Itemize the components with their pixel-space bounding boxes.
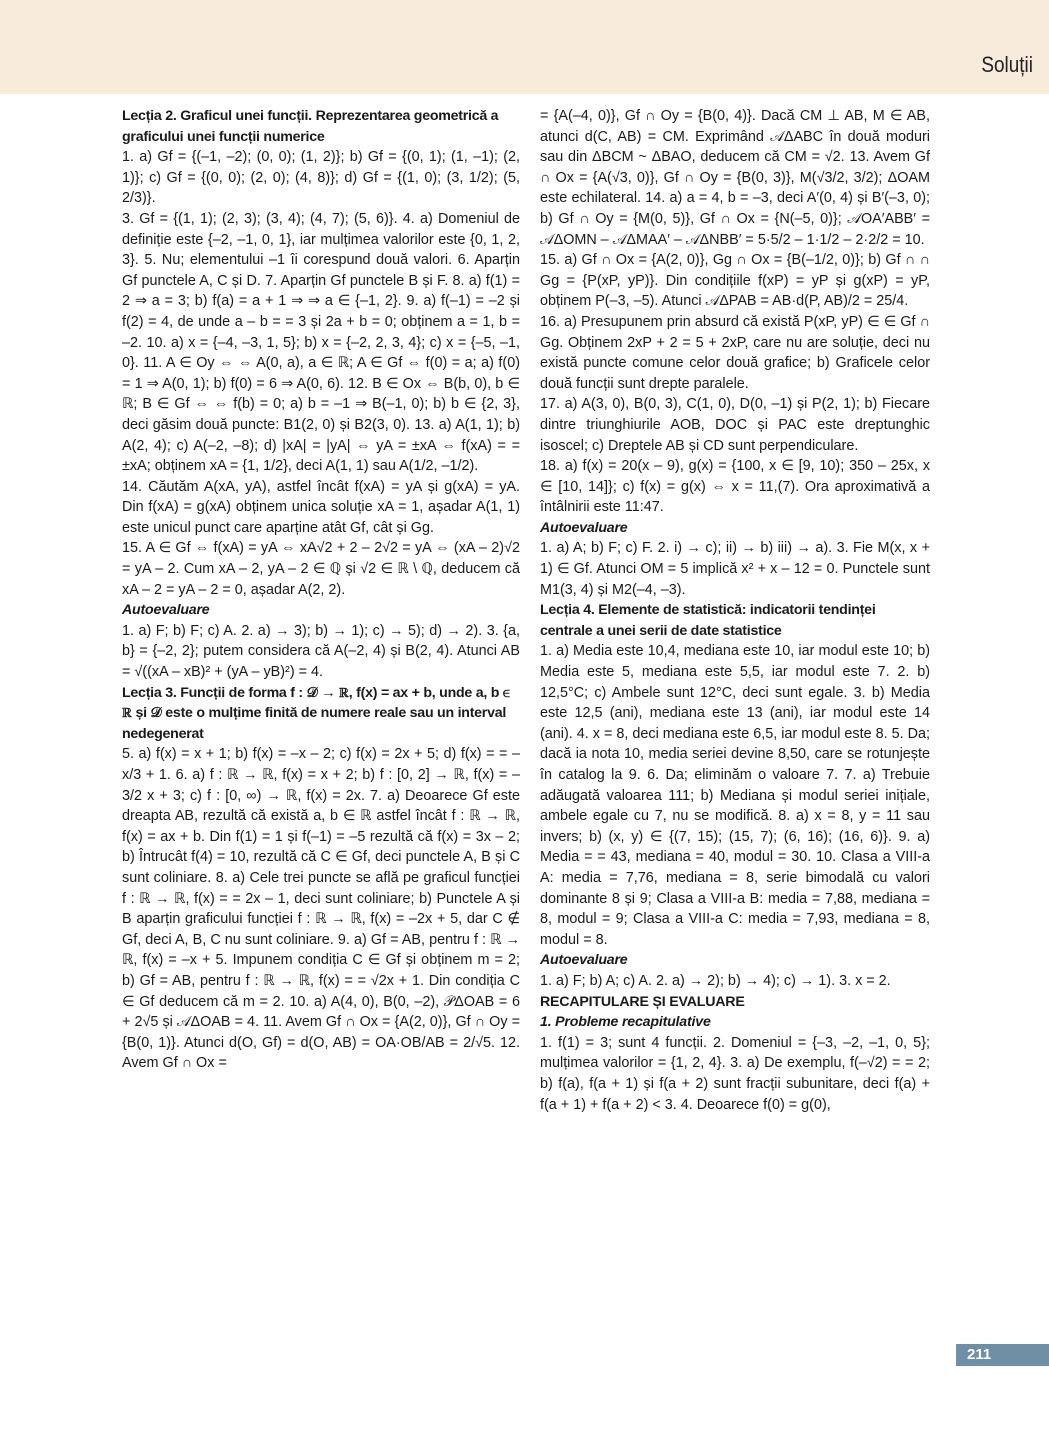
lesson-3-continued: = {A(–4, 0)}, Gf ∩ Oy = {B(0, 4)}. Dacă CM ⊥ AB, M ∈ AB, atunci d(C, AB) = CM. Exprimând 𝒜ΔABC în două moduri sau din ΔBCM ~ ΔBAO, deducem că CM = √2. 13. Avem Gf ∩ Ox = {A(√3, 0)}, Gf ∩ Oy = {B(0, 3)}, M(√3/2, 3/2); ΔOAM este echilateral. 14. a) a = 4, b = –3, deci A′(0, 4) și B′(–3, 0); b) Gf ∩ Oy = {M(0, 5)}, Gf ∩ Ox = {N(–5, 0)}; 𝒜OA′ABB′ = 𝒜ΔOMN – 𝒜ΔMAA′ – 𝒜ΔNBB′ = 5·5/2 – 1·1/2 – 2·2/2 = 10.: [540, 108, 930, 248]
lesson-3-exercise-17: 17. a) A(3, 0), B(0, 3), C(1, 0), D(0, –1) și P(2, 1); b) Fiecare dintre triunghiurile AOB, DOC și PAC este dreptunghic isoscel; c) Dreptele AB și CD sunt perpendiculare.: [540, 396, 930, 454]
self-assessment-heading: Autoevaluare: [540, 952, 628, 969]
lesson-2-exercises-1: 1. a) Gf = {(–1, –2); (0, 0); (1, 2)}; b) Gf = {(0, 1); (1, –1); (2, 1)}; c) Gf = {(0, 0); (2, 0); (4, 8)}; d) Gf = {(1, 0); (3, 1/2); (5, 2/3)}.: [122, 149, 520, 207]
lesson-2-exercises-3-13: 3. Gf = {(1, 1); (2, 3); (3, 4); (4, 7); (5, 6)}. 4. a) Domeniul de definiție este {–2, –1, 0, 1}, iar mulțimea valorilor este {0, 1, 2, 3}. 5. Nu; elementului –1 îi corespund două valori. 6. Aparțin Gf punctele A, C și D. 7. Aparțin Gf punctele B și F. 8. a) f(1) = 2 ⇒ a = 3; b) f(a) = a + 1 ⇒ ⇒ a ∈ {–1, 2}. 9. a) f(–1) = –2 și f(2) = 4, de unde a – b = = 3 și 2a + b = 0; obținem a = 1, b = –2. 10. a) x = {–4, –3, 1, 5}; b) x = {–2, 2, 3, 4}; c) x = {–5, –1, 0}. 11. A ∈ Oy ⇔ ⇔ A(0, a), a ∈ ℝ; A ∈ Gf ⇔ f(0) = a; a) f(0) = 1 ⇒ A(0, 1); b) f(0) = 6 ⇒ A(0, 6). 12. B ∈ Ox ⇔ B(b, 0), b ∈ ℝ; B ∈ Gf ⇔ ⇔ f(b) = 0; a) b = –1 ⇒ B(–1, 0); b) b ∈ {2, 3}, deci găsim două puncte: B1(2, 0) și B2(3, 0). 13. a) A(1, 1); b) A(2, 4); c) A(–2, –8); d) |xA| = |yA| ⇔ yA = ±xA ⇔ f(xA) = = ±xA; obținem xA = {1, 1/2}, deci A(1, 1) sau A(1/2, –1/2).: [122, 210, 520, 475]
lesson-2-exercise-14: 14. Căutăm A(xA, yA), astfel încât f(xA) = yA și g(xA) = yA. Din f(xA) = g(xA) obținem unica soluție xA = 1, așadar A(1, 1) este unicul punct care aparține atât Gf, cât și Gg.: [122, 478, 520, 536]
section-title: Soluții: [981, 52, 1033, 77]
self-assessment-heading: Autoevaluare: [540, 519, 628, 536]
lesson-4-heading: Lecția 4. Elemente de statistică: indicatorii tendinței centrale a unei serii de date statistice: [540, 602, 876, 639]
lesson-3-self-assessment: 1. a) A; b) F; c) F. 2. i) → c); ii) → b) iii) → a). 3. Fie M(x, x + 1) ∈ Gf. Atunci OM = 5 implică x² + x – 12 = 0. Punctele sunt M1(3, 4) și M2(–4, –3).: [540, 540, 930, 598]
lesson-2-heading: Lecția 2. Graficul unei funcții. Reprezentarea geometrică a graficului unei funcții numerice: [122, 108, 499, 145]
lesson-3-exercise-18: 18. a) f(x) = 20(x – 9), g(x) = {100, x ∈ [9, 10); 350 – 25x, x ∈ [10, 14]}; c) f(x) = g(x) ⇔ x = 11,(7). Ora aproximativă a întâlnirii este 11:47.: [540, 458, 930, 516]
review-exercises: 1. f(1) = 3; sunt 4 funcții. 2. Domeniul = {–3, –2, –1, 0, 5}; mulțimea valorilor = {1, 2, 4}. 3. a) De exemplu, f(–√2) = = 2; b) f(a), f(a + 1) și f(a + 2) sunt fracții subunitare, deci f(a) + f(a + 1) + f(a + 2) < 3. 4. Deoarece f(0) = g(0),: [540, 1034, 930, 1113]
lesson-2-self-assessment: 1. a) F; b) F; c) A. 2. a) → 3); b) → 1); c) → 5); d) → 2). 3. {a, b} = {–2, 2}; putem considera că A(–2, 4) și B(2, 4). Atunci AB = √((xA – xB)² + (yA – yB)²) = 4.: [122, 622, 520, 681]
right-column: [540, 106, 930, 1115]
lesson-2-exercise-15: 15. A ∈ Gf ⇔ f(xA) = yA ⇔ xA√2 + 2 – 2√2 = yA ⇔ (xA – 2)√2 = yA – 2. Cum xA – 2, yA – 2 ∈ ℚ și √2 ∈ ℝ \ ℚ, deducem că xA – 2 = yA – 2 = 0, așadar A(2, 2).: [122, 540, 520, 598]
page-number: 211: [956, 1344, 1049, 1366]
lesson-4-self-assessment: 1. a) F; b) A; c) A. 2. a) → 2); b) → 4); c) → 1). 3. x = 2.: [540, 972, 891, 989]
review-subheading: 1. Probleme recapitulative: [540, 1014, 711, 1031]
lesson-3-heading: Lecția 3. Funcții de forma f : 𝒟 → ℝ, f(x) = ax + b, unde a, b ∈ ℝ și 𝒟 este o mulțime finită de numere reale sau un interval nedegenerat: [122, 684, 510, 742]
left-column: [122, 106, 520, 1074]
lesson-4-exercises: 1. a) Media este 10,4, mediana este 10, iar modul este 10; b) Media este 5, mediana este 5,5, iar modul este 7. 2. b) 12,5°C; c) Ambele sunt 12°C, deci sunt egale. 3. b) Media este 12,5 (ani), mediana este 13 (ani), iar modul este 14 (ani). 4. x = 8, deci mediana este 6,5, iar modul este 8. 5. Da; dacă ia nota 10, media seriei devine 8,50, care se rotunjește în catalog la 9. 6. Da; eliminăm o valoare 7. 7. a) Trebuie adăugată valoarea 111; b) Mediana și modul seriei inițiale, ambele egale cu 7, nu se modifică. 8. a) x = 8, y = 11 sau invers; b) (x, y) ∈ {(7, 15); (15, 7); (6, 16); (16, 6)}. 9. a) Media = = 43, mediana = 40, modul = 30. 10. Clasa a VIII-a A: media = 7,76, mediana = 8, serie bimodală cu valori dominante 8 și 9; Clasa a VIII-a B: media = 7,88, mediana = 8, modul = 9; Clasa a VIII-a C: media = 7,93, mediana = 8, modul = 8.: [540, 643, 930, 948]
self-assessment-heading: Autoevaluare: [122, 602, 210, 619]
header-band: [0, 0, 1049, 94]
lesson-3-exercises: 5. a) f(x) = x + 1; b) f(x) = –x – 2; c) f(x) = 2x + 5; d) f(x) = = –x/3 + 1. 6. a) f : ℝ → ℝ, f(x) = x + 2; b) f : [0, 2] → ℝ, f(x) = –3/2 x + 3; c) f : [0, ∞) → ℝ, f(x) = 2x. 7. a) Deoarece Gf este dreapta AB, rezultă că există a, b ∈ ℝ astfel încât f : ℝ → ℝ, f(x) = ax + b. Din f(1) = 1 și f(–1) = –5 rezultă că f(x) = 3x – 2; b) Întrucât f(4) = 10, rezultă că C ∈ Gf, deci punctele A, B și C sunt coliniare. 8. a) Cele trei puncte se află pe graficul funcției f : ℝ → ℝ, f(x) = = 2x – 1, deci sunt coliniare; b) Punctele A și B aparțin graficului funcției f : ℝ → ℝ, f(x) = –2x + 5, dar C ∉ Gf, deci A, B, C nu sunt coliniare. 9. a) Gf = AB, pentru f : ℝ → ℝ, f(x) = –x + 5. Impunem condiția C ∈ Gf și obținem m = 2; b) Gf = AB, pentru f : ℝ → ℝ, f(x) = = √2x + 1. Din condiția C ∈ Gf deducem că m = 2. 10. a) A(4, 0), B(0, –2), 𝒫ΔOAB = 6 + 2√5 și 𝒜ΔOAB = 4. 11. Avem Gf ∩ Ox = {A(2, 0)}, Gf ∩ Oy = {B(0, 1)}. Atunci d(O, Gf) = d(O, AB) = OA·OB/AB = 2/√5. 12. Avem Gf ∩ Ox =: [122, 746, 520, 1072]
lesson-3-exercise-16: 16. a) Presupunem prin absurd că există P(xP, yP) ∈ ∈ Gf ∩ Gg. Obținem 2xP + 2 = 5 + 2xP, care nu are soluție, deci nu există puncte comune celor două grafice; b) Graficele celor două funcții sunt drepte paralele.: [540, 313, 930, 392]
review-heading: RECAPITULARE ȘI EVALUARE: [540, 993, 745, 1010]
lesson-3-exercise-15: 15. a) Gf ∩ Ox = {A(2, 0)}, Gg ∩ Ox = {B(–1/2, 0)}; b) Gf ∩ ∩ Gg = {P(xP, yP)}. Din condițiile f(xP) = yP și g(xP) = yP, obținem P(–3, –5). Atunci 𝒜ΔPAB = AB·d(P, AB)/2 = 25/4.: [540, 252, 930, 310]
